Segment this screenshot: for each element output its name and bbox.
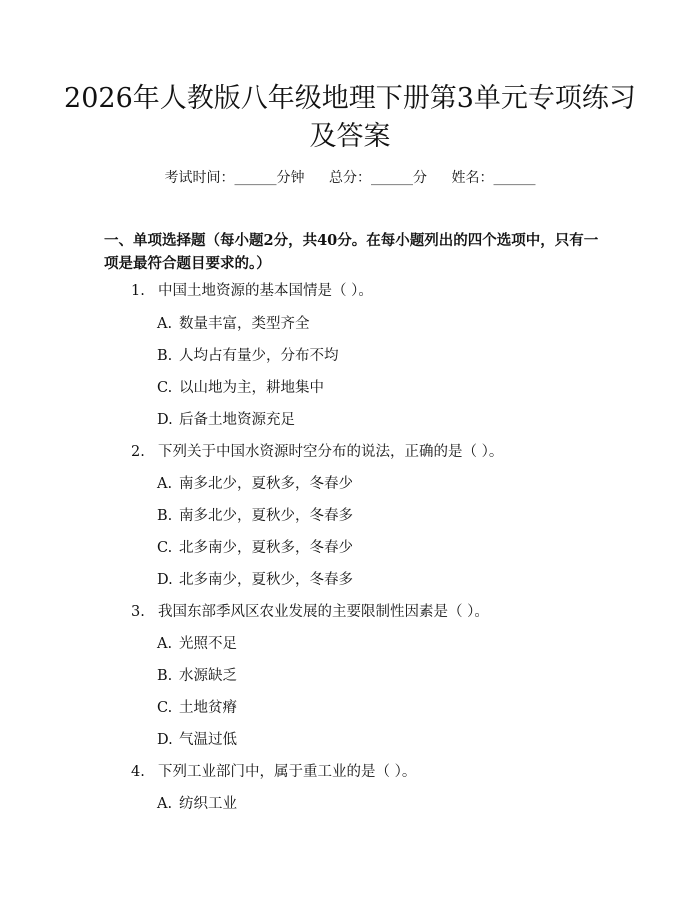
question-stem: 下列工业部门中，属于重工业的是（ ）。: [158, 764, 417, 780]
option-letter: C.: [157, 380, 173, 396]
question-3: [131, 602, 611, 622]
question-stem: 我国东部季风区农业发展的主要限制性因素是（ ）。: [158, 604, 489, 620]
option-text: 南多北少，夏秋多，冬春少: [179, 476, 353, 492]
option-letter: B.: [157, 348, 173, 364]
option-2d: [157, 570, 597, 590]
option-letter: B.: [157, 668, 173, 684]
question-stem: 中国土地资源的基本国情是（ ）。: [158, 283, 373, 299]
total-score: 总分：______分: [329, 170, 427, 186]
option-letter: C.: [157, 700, 173, 716]
option-1c: [157, 378, 597, 398]
question-2: [131, 442, 611, 462]
option-text: 北多南少，夏秋少，冬春多: [179, 572, 353, 588]
option-3b: [157, 666, 597, 686]
option-2c: [157, 538, 597, 558]
question-number: 2.: [131, 444, 145, 460]
option-1b: [157, 346, 597, 366]
option-letter: D.: [157, 572, 173, 588]
option-3c: [157, 698, 597, 718]
exam-time: 考试时间：______分钟: [164, 170, 305, 186]
exam-meta: [0, 168, 700, 188]
option-text: 后备土地资源充足: [179, 412, 295, 428]
option-3d: [157, 730, 597, 750]
question-4: [131, 762, 611, 782]
option-2a: [157, 474, 597, 494]
option-4a: [157, 794, 597, 814]
option-text: 北多南少，夏秋多，冬春少: [179, 540, 353, 556]
question-1: [131, 281, 611, 301]
option-3a: [157, 634, 597, 654]
option-letter: A.: [157, 636, 173, 652]
question-number: 1.: [131, 283, 145, 299]
question-number: 3.: [131, 604, 145, 620]
option-text: 人均占有量少，分布不均: [179, 348, 339, 364]
option-text: 纺织工业: [179, 796, 237, 812]
question-number: 4.: [131, 764, 145, 780]
option-text: 光照不足: [179, 636, 237, 652]
option-text: 土地贫瘠: [179, 700, 237, 716]
document-title: 2026年人教版八年级地理下册第3单元专项练习及答案: [64, 83, 636, 152]
question-stem: 下列关于中国水资源时空分布的说法，正确的是（ ）。: [158, 444, 504, 460]
option-2b: [157, 506, 597, 526]
option-text: 水源缺乏: [179, 668, 237, 684]
option-text: 以山地为主，耕地集中: [179, 380, 324, 396]
option-letter: D.: [157, 412, 173, 428]
student-name: 姓名：______: [451, 170, 536, 186]
option-letter: C.: [157, 540, 173, 556]
option-letter: A.: [157, 316, 173, 332]
option-1d: [157, 410, 597, 430]
section-heading: 一、单项选择题（每小题2分，共40分。在每小题列出的四个选项中，只有一项是最符合题目要求的。）: [104, 232, 599, 272]
option-1a: [157, 314, 597, 334]
option-text: 数量丰富，类型齐全: [179, 316, 310, 332]
option-letter: D.: [157, 732, 173, 748]
option-text: 南多北少，夏秋少，冬春多: [179, 508, 353, 524]
option-text: 气温过低: [179, 732, 237, 748]
option-letter: A.: [157, 476, 173, 492]
option-letter: B.: [157, 508, 173, 524]
option-letter: A.: [157, 796, 173, 812]
